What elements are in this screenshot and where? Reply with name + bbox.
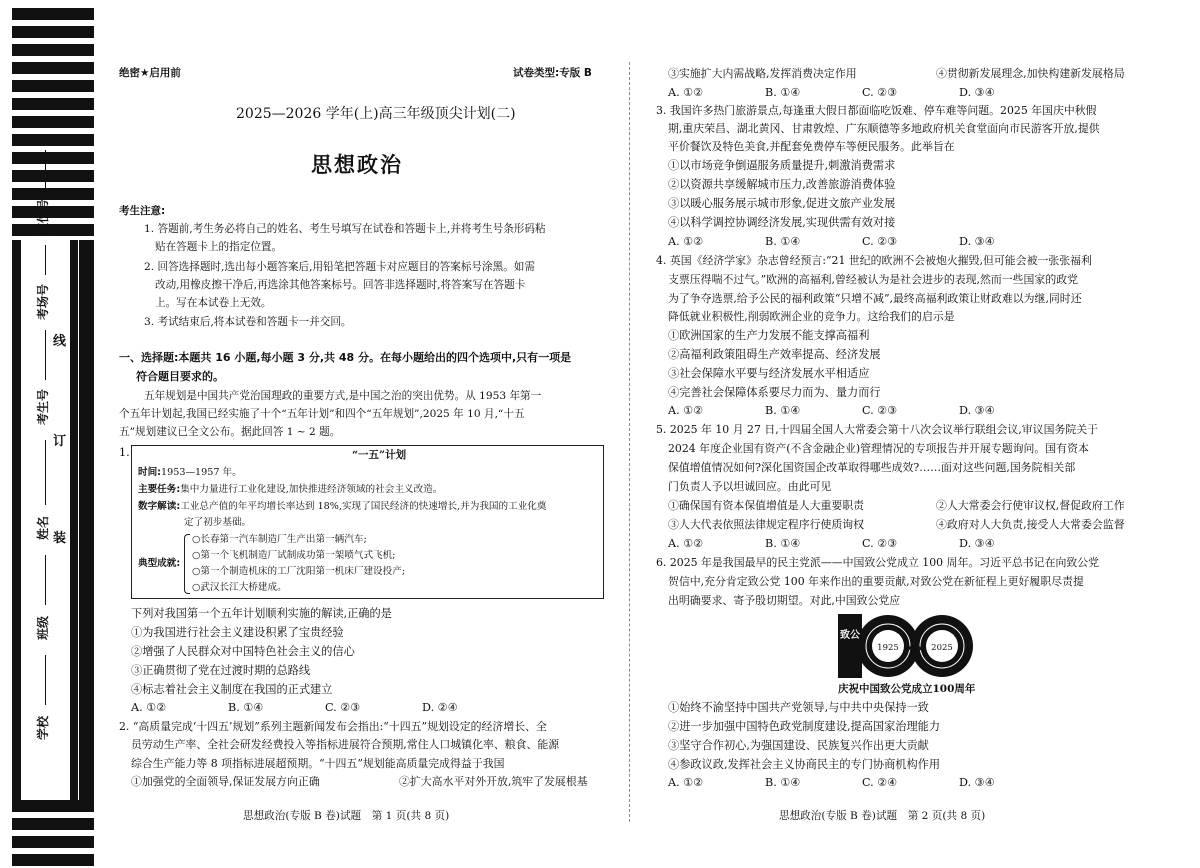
q2-item-4: ④贯彻新发展理念,加快构建新发展格局 [936,67,1125,80]
q4-line-2: 支票压得喘不过气。”欧洲的高福利,曾经被认为是社会进步的表现,然而一些国家的政党 [668,273,1078,286]
notice-line-3: 2. 回答选择题时,选出每小题答案后,用铅笔把答题卡对应题目的答案标号涂黑。如需 [144,261,535,273]
subject-title: 思想政治 [311,152,403,177]
school-label: 学校 [36,715,50,740]
binding-bar-11 [12,188,94,200]
q5-item-1: ①确保国有资本保值增值是人大重要职责 [668,499,865,512]
binding-bar-13 [12,224,94,236]
q1-option-c[interactable]: C. ②③ [325,701,361,714]
room-number-line [45,245,46,275]
logo-brush-text: 致公 [840,630,860,641]
binding-bar-8 [12,134,94,146]
plan-achievements-label: 典型成就: [138,558,181,569]
binding-bar-3 [12,44,94,56]
q4-option-c[interactable]: C. ②③ [862,404,898,417]
q4-item-4: ④完善社会保障体系要尽力而为、量力而行 [668,386,881,399]
q6-line-3: 出明确要求、寄予殷切期望。对此,中国致公党应 [668,594,901,607]
q2-items-row-1 [131,773,588,790]
q6-option-d[interactable]: D. ③④ [959,776,995,789]
q2-line-2: 员劳动生产率、全社会研发经费投入等指标进展符合预期,常住人口城镇化率、粮食、能源 [131,738,560,751]
intro-line-2: 个五年计划起,我国已经实施了十个“五年计划”和四个“五年规划”,2025 年 10 月,“十五 [119,408,525,420]
q6-option-a[interactable]: A. ①② [668,776,704,789]
q5-items-row-1 [668,497,1125,514]
page-divider [629,62,630,822]
q3-option-b[interactable]: B. ①④ [765,235,801,248]
secret-label: 绝密★启用前 [119,67,181,79]
seat-number-label: 座位号 [36,198,50,235]
binding-bar-14 [12,800,94,812]
q3-item-3: ③以暖心服务展示城市形象,促进文旅产业发展 [668,197,896,210]
q5-line-1: 5. 2025 年 10 月 27 日,十四届全国人大常委会第十八次会议举行联组会议,审议国务院关于 [656,423,1099,436]
q4-line-3: 为了争夺选票,给予公民的福利政策“只增不减”,最终高福利政策让财政难以为继,同时还 [668,292,1082,305]
q2-option-c[interactable]: C. ②③ [862,86,898,99]
q6-item-1: ①始终不渝坚持中国共产党领导,与中共中央保持一致 [668,701,929,714]
seat-number-line [45,150,46,190]
q5-option-d[interactable]: D. ③④ [959,537,995,550]
cut-mark-line: 线 [53,334,67,349]
exam-title: 2025—2026 学年(上)高三年级顶尖计划(二) [236,106,516,122]
q1-option-d[interactable]: D. ②④ [422,701,458,714]
plan-task-label: 主要任务: [138,484,181,495]
class-label: 班级 [36,615,50,640]
q3-line-3: 平价餐饮及特色美食,并配套免费停车等便民服务。此举旨在 [668,140,955,153]
binding-bar-6 [12,98,94,110]
q6-line-2: 贺信中,充分肯定致公党 100 年来作出的重要贡献,对致公党在新征程上更好履职尽责提 [668,575,1084,588]
plan-task [138,483,442,496]
binding-bar-17 [12,854,94,866]
room-number-label: 考场号 [36,283,50,320]
achievement-item-3: ○第一个制造机床的工厂沈阳第一机床厂建设投产; [192,566,406,577]
achievements-brace [184,534,190,594]
q4-item-2: ②高福利政策阻碍生产效率提高、经济发展 [668,348,881,361]
q3-line-2: 期,重庆荣昌、湖北黄冈、甘肃敦煌、广东顺德等多地政府机关食堂面向市民游客开放,提供 [668,122,1100,135]
anniversary-logo [834,612,980,682]
q6-item-3: ③坚守合作初心,为强国建设、民族复兴作出更大贡献 [668,739,929,752]
q2-items-row-2 [668,65,1125,82]
binding-bar-1 [12,8,94,20]
q4-line-4: 降低就业积极性,削弱欧洲企业的竞争力。这给我们的启示是 [668,310,955,323]
notice-line-2: 贴在答题卡上的指定位置。 [155,241,283,253]
q6-options [668,774,1056,791]
class-line [45,555,46,605]
q1-item-3: ③正确贯彻了党在过渡时期的总路线 [131,664,311,677]
plan-numbers [138,500,546,513]
binding-bar-4 [12,62,94,74]
q6-line-1: 6. 2025 年是我国最早的民主党派——中国致公党成立 100 周年。习近平总书记在向致公党 [656,556,1100,569]
q1-option-b[interactable]: B. ①④ [228,701,264,714]
q5-option-a[interactable]: A. ①② [668,537,704,550]
q4-item-1: ①欧洲国家的生产力发展不能支撑高福利 [668,329,870,342]
q2-item-3: ③实施扩大内需战略,发挥消费决定作用 [668,67,857,80]
q4-options [668,402,1056,419]
notice-heading: 考生注意: [119,205,166,217]
q1-number: 1. [119,446,130,459]
name-line [45,440,46,505]
q5-options [668,535,1056,552]
q5-item-2: ②人大常委会行使审议权,督促政府工作 [936,499,1125,512]
plan-box-title: “一五”计划 [352,449,407,461]
q3-item-2: ②以资源共享缓解城市压力,改善旅游消费体验 [668,178,896,191]
school-line [45,655,46,705]
binding-bar-10 [12,170,94,182]
q3-options [668,233,1056,250]
binding-bar-7 [12,116,94,128]
binding-bar-right [70,240,94,800]
intro-line-3: 五”规划建议已全文公布。据此回答 1 ~ 2 题。 [119,426,341,438]
paper-type-label: 试卷类型:专版 B [513,67,592,79]
section1-heading-1: 一、选择题:本题共 16 小题,每小题 3 分,共 48 分。在每小题给出的四个选项中,只有一项是 [119,351,572,364]
q5-option-c[interactable]: C. ②③ [862,537,898,550]
binding-bar-left [12,240,21,800]
q2-options [668,84,1056,101]
notice-line-6: 3. 考试结束后,将本试卷和答题卡一并交回。 [144,316,352,328]
plan-numbers-label: 数字解读: [138,501,181,512]
intro-line-1: 五年规划是中国共产党治国理政的重要方式,是中国之治的突出优势。从 1953 年第一 [144,390,542,402]
q5-items-row-2 [668,516,1125,533]
binding-cut-line [78,240,79,800]
q1-option-a[interactable]: A. ①② [131,701,167,714]
q3-option-a[interactable]: A. ①② [668,235,704,248]
q2-option-a[interactable]: A. ①② [668,86,704,99]
q3-option-d[interactable]: D. ③④ [959,235,995,248]
plan-time-value: 1953—1957 年。 [161,467,242,478]
binding-bar-9 [12,152,94,164]
q1-options [131,699,519,716]
q5-line-2: 2024 年度企业国有资产(不含金融企业)管理情况的专项报告并开展专题询问。国有资本 [668,442,1089,455]
plan-numbers-value-1: 工业总产值的年平均增长率达到 18%,实现了国民经济的快速增长,并为我国的工业化奠 [180,501,547,512]
logo-year-2025: 2025 [931,643,953,653]
q3-option-c[interactable]: C. ②③ [862,235,898,248]
q1-item-4: ④标志着社会主义制度在我国的正式建立 [131,683,333,696]
footer-right: 思想政治(专版 B 卷)试题 第 2 页(共 8 页) [779,810,986,822]
footer-left: 思想政治(专版 B 卷)试题 第 1 页(共 8 页) [243,810,450,822]
q6-item-2: ②进一步加强中国特色政党制度建设,提高国家治理能力 [668,720,941,733]
q4-line-1: 4. 英国《经济学家》杂志曾经预言:“21 世纪的欧洲不会被炮火摧毁,但可能会被一张张福利 [656,254,1092,267]
q2-item-1: ①加强党的全面领导,保证发展方向正确 [131,775,320,788]
q2-option-b[interactable]: B. ①④ [765,86,801,99]
q2-item-2: ②扩大高水平对外开放,筑牢了发展根基 [399,775,588,788]
exam-number-line [45,330,46,380]
notice-line-1: 1. 答题前,考生务必将自己的姓名、考生号填写在试卷和答题卡上,并将考生号条形码粘 [144,223,546,235]
notice-line-4: 改动,用橡皮擦干净后,再选涂其他答案标号。回答非选择题时,将答案写在答题卡 [155,279,526,291]
q4-option-a[interactable]: A. ①② [668,404,704,417]
notice-line-5: 上。写在本试卷上无效。 [155,297,272,309]
q1-item-1: ①为我国进行社会主义建设积累了宝贵经验 [131,626,344,639]
logo-year-1925: 1925 [877,643,899,653]
achievement-item-4: ○武汉长江大桥建成。 [192,582,287,593]
q3-item-4: ④以科学调控协调经济发展,实现供需有效对接 [668,216,896,229]
q2-line-1: 2. “高质量完成‘十四五’规划”系列主题新闻发布会指出:“十四五”规划设定的经济增长、全 [119,720,547,733]
q4-option-b[interactable]: B. ①④ [765,404,801,417]
q5-item-4: ④政府对人大负责,接受人大常委会监督 [936,518,1125,531]
q3-item-1: ①以市场竞争倒逼服务质量提升,刺激消费需求 [668,159,896,172]
q1-stem: 下列对我国第一个五年计划顺利实施的解读,正确的是 [131,607,392,620]
q5-option-b[interactable]: B. ①④ [765,537,801,550]
binding-bar-16 [12,836,94,848]
exam-number-label: 考生号 [36,388,50,425]
section1-heading-2: 符合题目要求的。 [136,370,224,383]
binding-bar-12 [12,206,94,218]
plan-task-value: 集中力量进行工业化建设,加快推进经济领域的社会主义改造。 [180,484,443,495]
logo-caption: 庆祝中国致公党成立100周年 [838,683,976,695]
q5-line-3: 保值增值情况如何?深化国资国企改革取得哪些成效?……面对这些问题,国务院相关部 [668,461,1076,474]
five-year-plan-box [131,445,604,599]
achievement-item-2: ○第一个飞机制造厂试制成功第一架喷气式飞机; [192,550,396,561]
q5-item-3: ③人大代表依照法律规定程序行使质询权 [668,518,865,531]
q3-line-1: 3. 我国许多热门旅游景点,每逢重大假日都面临吃饭难、停车难等问题。2025 年国庆中秋假 [656,104,1097,117]
binding-bar-2 [12,26,94,38]
q1-item-2: ②增强了人民群众对中国特色社会主义的信心 [131,645,355,658]
name-label: 姓名 [36,515,50,540]
q4-item-3: ③社会保障水平要与经济发展水平相适应 [668,367,870,380]
q2-line-3: 综合生产能力等 8 项指标进展超预期。“十四五”规划能高质量完成得益于我国 [131,757,505,770]
plan-time [138,466,242,479]
achievement-item-1: ○长春第一汽车制造厂生产出第一辆汽车; [192,534,367,545]
anniversary-logo-graphic [834,612,980,682]
q4-option-d[interactable]: D. ③④ [959,404,995,417]
q5-line-4: 门负责人予以坦诚回应。由此可见 [668,480,832,493]
binding-bar-15 [12,818,94,830]
binding-strip [0,0,100,868]
q6-option-c[interactable]: C. ②④ [862,776,898,789]
cut-mark-bind: 装 [53,531,67,546]
q2-option-d[interactable]: D. ③④ [959,86,995,99]
q6-option-b[interactable]: B. ①④ [765,776,801,789]
plan-time-label: 时间: [138,467,162,478]
cut-mark-staple: 订 [53,434,67,449]
q6-item-4: ④参政议政,发挥社会主义协商民主的专门协商机构作用 [668,758,941,771]
binding-bar-5 [12,80,94,92]
plan-numbers-value-2: 定了初步基础。 [184,517,252,528]
